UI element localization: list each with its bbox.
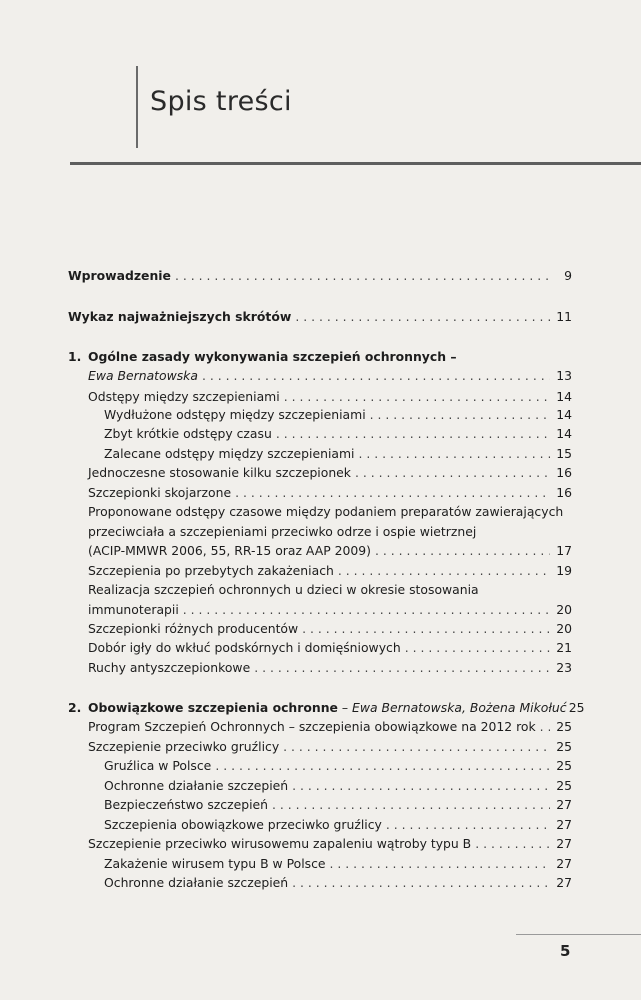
dot-leader bbox=[283, 739, 550, 755]
toc-entry-line[interactable]: Proponowane odstępy czasowe między podaniem preparatów zawierających bbox=[88, 504, 564, 519]
chapter-number: 1. bbox=[68, 349, 82, 364]
toc-label: Szczepienia po przebytych zakażeniach bbox=[88, 563, 334, 578]
toc-page: 20 bbox=[556, 621, 572, 636]
toc-label: Wprowadzenie bbox=[68, 268, 171, 283]
page-number: 5 bbox=[560, 942, 571, 960]
toc-entry-abbreviations[interactable] bbox=[68, 309, 572, 325]
toc-page: 25 bbox=[556, 739, 572, 754]
dot-leader bbox=[254, 660, 550, 676]
toc-label: Dobór igły do wkłuć podskórnych i domięśniowych bbox=[88, 640, 401, 655]
dot-leader bbox=[295, 309, 550, 325]
toc-entry[interactable] bbox=[88, 739, 572, 755]
toc-label: Szczepionki różnych producentów bbox=[88, 621, 299, 636]
toc-page: 25 bbox=[556, 719, 572, 734]
toc-page: 25 bbox=[556, 778, 572, 793]
toc-page: 17 bbox=[556, 543, 572, 558]
dot-leader bbox=[540, 719, 550, 735]
dot-leader bbox=[386, 817, 550, 833]
dot-leader bbox=[355, 465, 550, 481]
toc-label: Szczepienia obowiązkowe przeciwko gruźlicy bbox=[104, 817, 382, 832]
dot-leader bbox=[215, 758, 550, 774]
toc-label: Ochronne działanie szczepień bbox=[104, 778, 289, 793]
toc-page: 15 bbox=[556, 446, 572, 461]
toc-label: Jednoczesne stosowanie kilku szczepionek bbox=[88, 465, 351, 480]
dot-leader bbox=[202, 368, 550, 384]
chapter-title[interactable]: Ogólne zasady wykonywania szczepień ochronnych – bbox=[88, 349, 457, 364]
dot-leader bbox=[375, 543, 550, 559]
toc-entry[interactable] bbox=[88, 836, 572, 852]
dot-leader bbox=[475, 836, 550, 852]
toc-entry[interactable] bbox=[88, 563, 572, 579]
toc-label: Ochronne działanie szczepień bbox=[104, 875, 289, 890]
toc-page: 27 bbox=[556, 856, 572, 871]
toc-page: 14 bbox=[556, 389, 572, 404]
toc-page: 9 bbox=[564, 268, 572, 283]
dot-leader bbox=[183, 602, 550, 618]
dot-leader bbox=[175, 268, 550, 284]
toc-label: Szczepienie przeciwko wirusowemu zapaleniu wątroby typu B bbox=[88, 836, 472, 851]
toc-entry-line[interactable]: Realizacja szczepień ochronnych u dzieci w okresie stosowania bbox=[88, 582, 479, 597]
toc-entry[interactable] bbox=[88, 621, 572, 637]
chapter-number: 2. bbox=[68, 700, 82, 715]
toc-entry[interactable] bbox=[88, 660, 572, 676]
toc-entry[interactable] bbox=[104, 797, 572, 813]
toc-page: 16 bbox=[556, 485, 572, 500]
toc-page: 27 bbox=[556, 836, 572, 851]
toc-label: Wydłużone odstępy między szczepieniami bbox=[104, 407, 366, 422]
dot-leader bbox=[359, 446, 551, 462]
page-title: Spis treści bbox=[150, 86, 292, 117]
dot-leader bbox=[292, 778, 550, 794]
toc-page: 13 bbox=[556, 368, 572, 383]
toc-page: 21 bbox=[556, 640, 572, 655]
toc-entry-intro[interactable] bbox=[68, 268, 572, 284]
dot-leader bbox=[330, 856, 550, 872]
title-dash: – bbox=[337, 700, 353, 715]
toc-author: Ewa Bernatowska bbox=[88, 368, 198, 383]
toc-entry-chapter1-author[interactable] bbox=[88, 368, 572, 384]
toc-author: Ewa Bernatowska, Bożena Mikołuć bbox=[352, 700, 567, 715]
toc-page: 25 bbox=[568, 700, 585, 715]
toc-entry[interactable] bbox=[104, 758, 572, 774]
toc-label: Odstępy między szczepieniami bbox=[88, 389, 280, 404]
toc-entry[interactable] bbox=[88, 389, 572, 405]
dot-leader bbox=[284, 389, 550, 405]
toc-label: Ruchy antyszczepionkowe bbox=[88, 660, 251, 675]
toc-entry[interactable] bbox=[104, 407, 572, 423]
toc-entry[interactable] bbox=[88, 465, 572, 481]
toc-label: Bezpieczeństwo szczepień bbox=[104, 797, 269, 812]
toc-label: (ACIP-MMWR 2006, 55, RR-15 oraz AAP 2009) bbox=[88, 543, 371, 558]
toc-label: Szczepionki skojarzone bbox=[88, 485, 232, 500]
dot-leader bbox=[276, 426, 550, 442]
toc-entry[interactable] bbox=[104, 856, 572, 872]
toc-label: Szczepienie przeciwko gruźlicy bbox=[88, 739, 280, 754]
dot-leader bbox=[302, 621, 550, 637]
toc-entry[interactable] bbox=[88, 640, 572, 656]
toc-page: 27 bbox=[556, 797, 572, 812]
dot-leader bbox=[292, 875, 550, 891]
toc-entry[interactable] bbox=[88, 602, 572, 618]
toc-entry[interactable] bbox=[104, 446, 572, 462]
toc-label: immunoterapii bbox=[88, 602, 179, 617]
toc-entry[interactable] bbox=[104, 426, 572, 442]
toc-entry-chapter2[interactable] bbox=[88, 700, 585, 716]
toc-page: 14 bbox=[556, 426, 572, 441]
toc-label: Zakażenie wirusem typu B w Polsce bbox=[104, 856, 326, 871]
toc-page: 27 bbox=[556, 875, 572, 890]
toc-page: 14 bbox=[556, 407, 572, 422]
toc-label: Wykaz najważniejszych skrótów bbox=[68, 309, 292, 324]
toc-entry[interactable] bbox=[104, 817, 572, 833]
toc-entry[interactable] bbox=[88, 485, 572, 501]
dot-leader bbox=[338, 563, 550, 579]
toc-label: Zalecane odstępy między szczepieniami bbox=[104, 446, 355, 461]
dot-leader bbox=[272, 797, 550, 813]
dot-leader bbox=[405, 640, 550, 656]
toc-entry[interactable] bbox=[88, 543, 572, 559]
header-vertical-rule bbox=[136, 66, 138, 148]
header-horizontal-rule bbox=[70, 162, 641, 165]
toc-entry-line[interactable]: przeciwciała a szczepieniami przeciwko odrze i ospie wietrznej bbox=[88, 524, 477, 539]
dot-leader bbox=[235, 485, 550, 501]
toc-page: 20 bbox=[556, 602, 572, 617]
toc-page: 11 bbox=[556, 309, 572, 324]
toc-entry[interactable] bbox=[104, 875, 572, 891]
footer-rule bbox=[516, 934, 641, 935]
toc-page: 27 bbox=[556, 817, 572, 832]
toc-entry[interactable] bbox=[88, 719, 572, 735]
toc-label: Zbyt krótkie odstępy czasu bbox=[104, 426, 272, 441]
toc-entry[interactable] bbox=[104, 778, 572, 794]
toc-label: Gruźlica w Polsce bbox=[104, 758, 212, 773]
toc-label: Program Szczepień Ochronnych – szczepienia obowiązkowe na 2012 rok bbox=[88, 719, 536, 734]
toc-page: 19 bbox=[556, 563, 572, 578]
toc-page: 23 bbox=[556, 660, 572, 675]
toc-page: 25 bbox=[556, 758, 572, 773]
chapter-title: Obowiązkowe szczepienia ochronne bbox=[88, 700, 338, 715]
toc-page: 16 bbox=[556, 465, 572, 480]
dot-leader bbox=[370, 407, 550, 423]
